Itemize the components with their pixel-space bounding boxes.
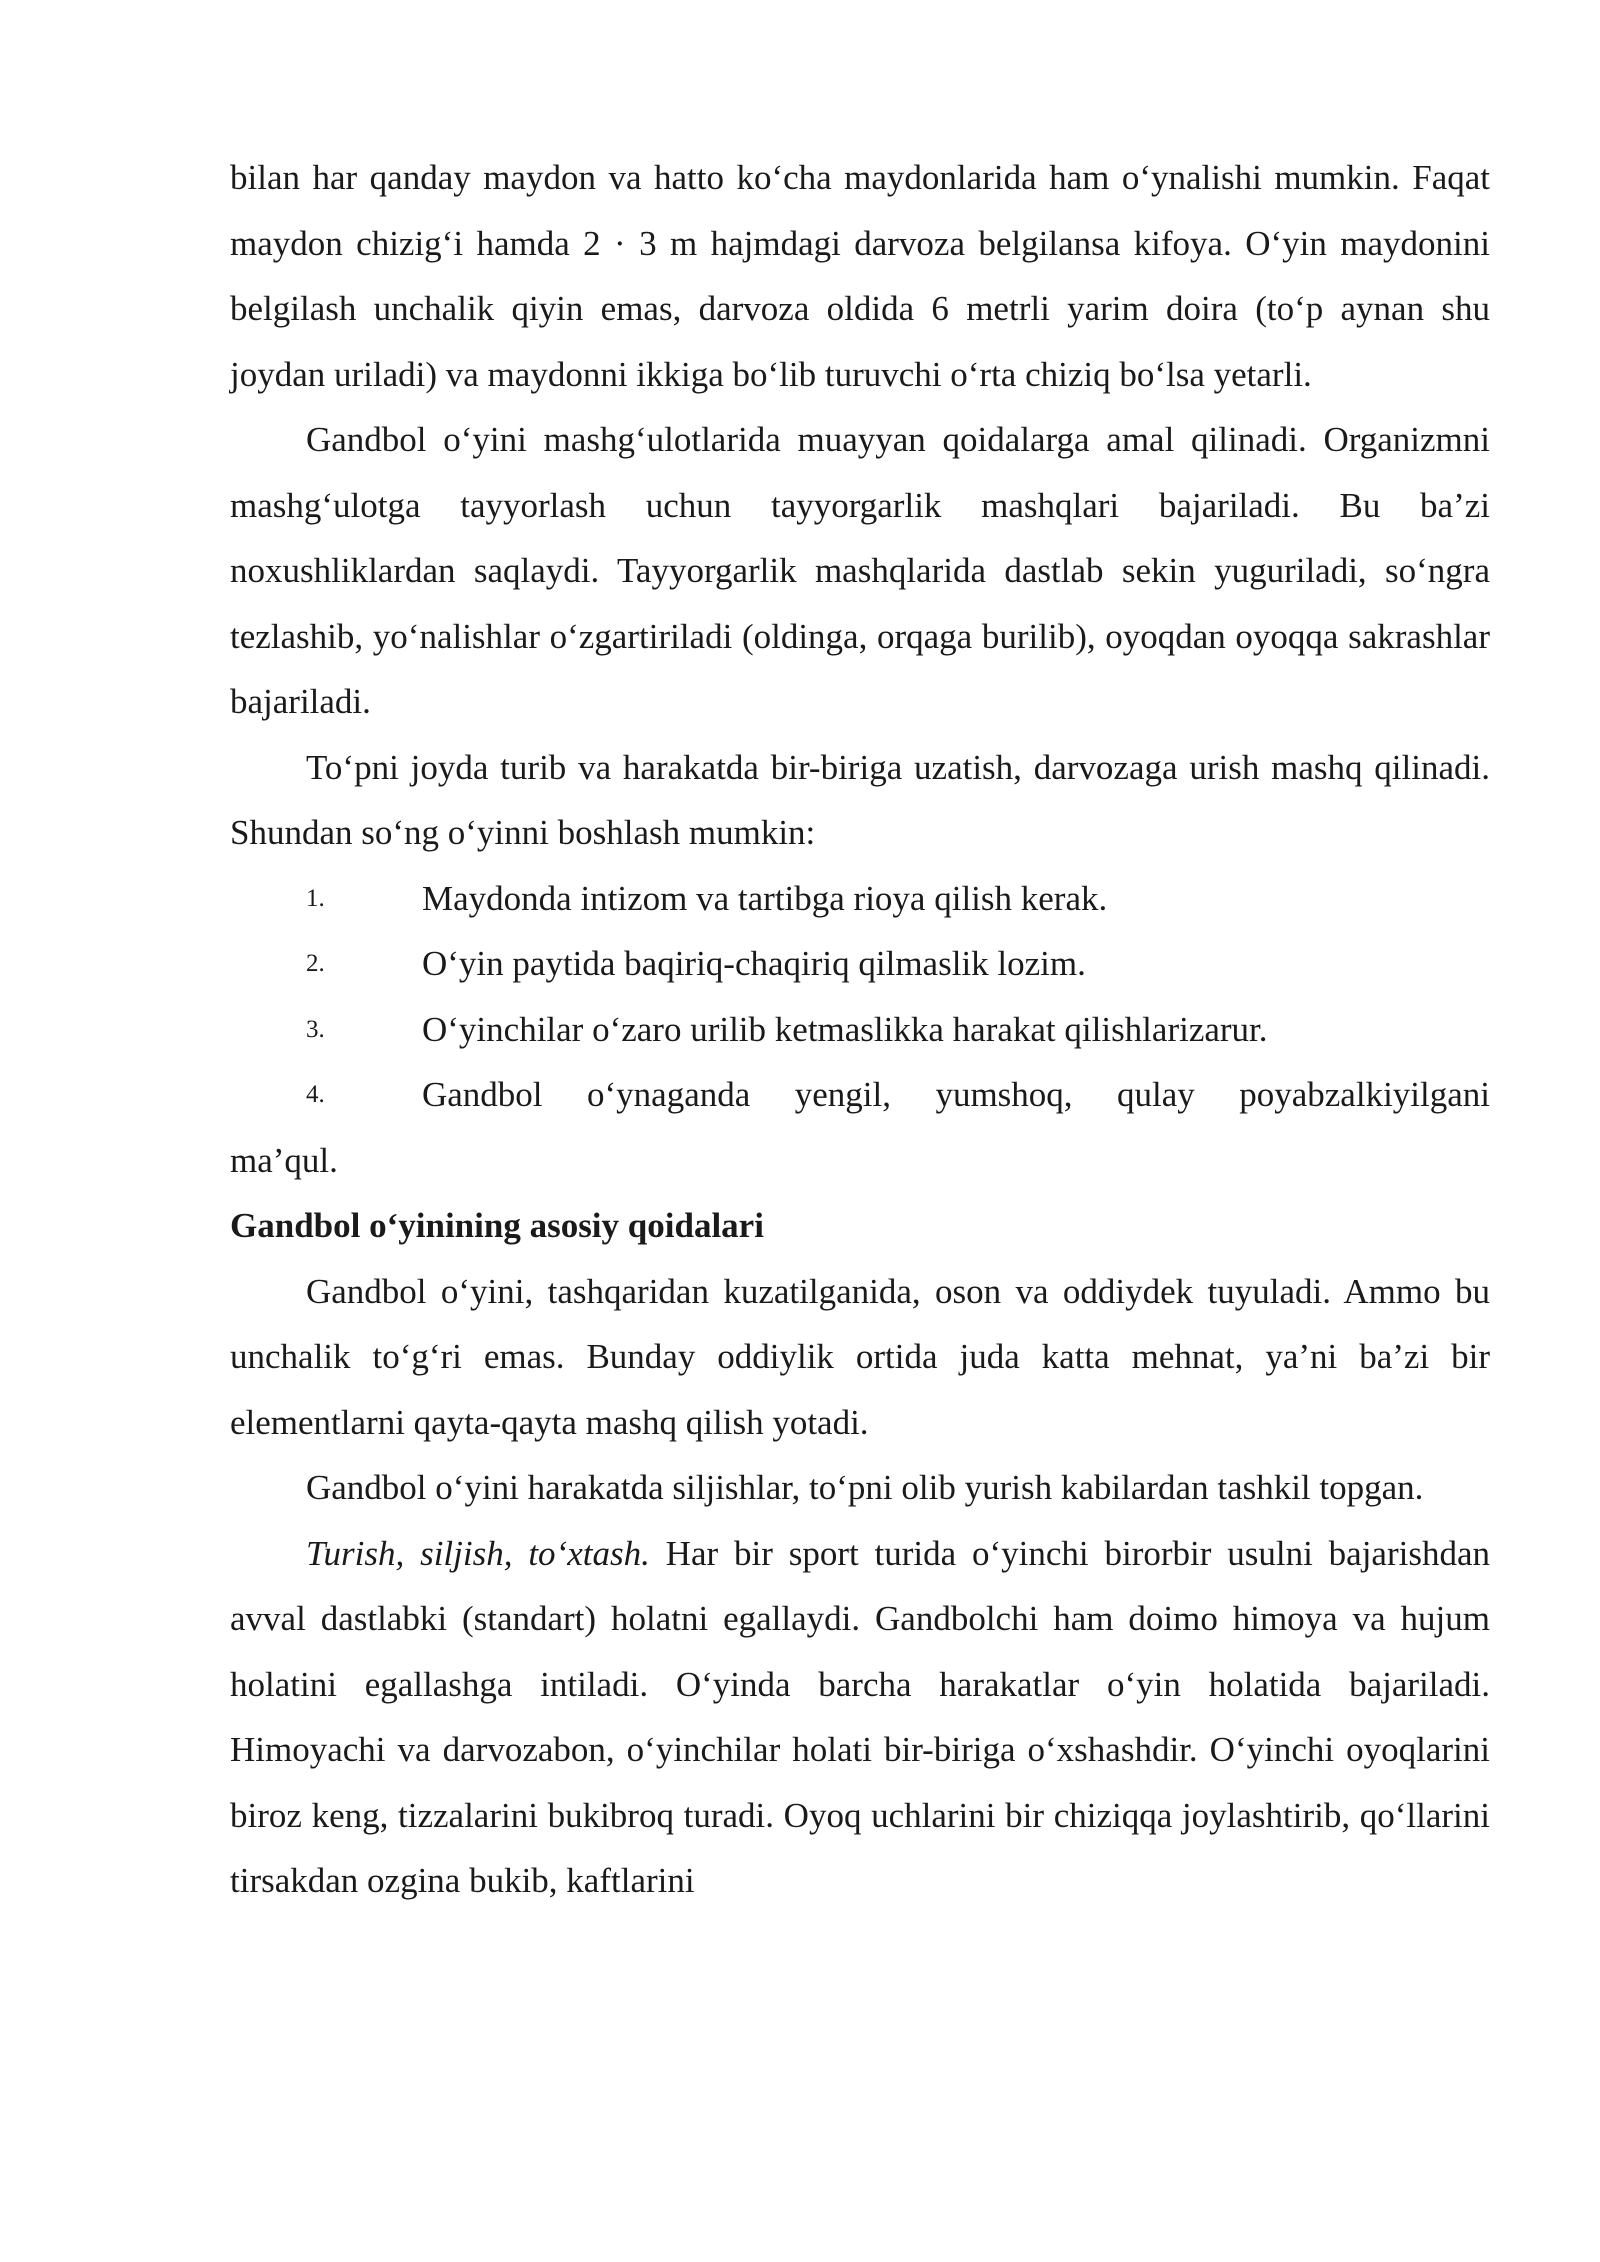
- paragraph-6: [230, 1521, 1490, 1914]
- list-number: 3.: [306, 1015, 325, 1043]
- list-number: 1.: [306, 884, 325, 912]
- paragraph-3: To‘pni joyda turib va harakatda bir-biriga uzatish, darvozaga urish mashq qilinadi. Shundan so‘ng o‘yinni boshlash mumkin:: [230, 747, 1490, 852]
- section-heading: Gandbol o‘yinining asosiy qoidalari: [230, 1206, 764, 1245]
- list-text: O‘yin paytida baqiriq-chaqiriq qilmaslik lozim.: [422, 944, 1086, 983]
- paragraph-6-body: Har bir sport turida o‘yinchi birorbir usulni bajarishdan avval dastlabki (standart) holatni egallaydi. Gandbolchi ham doimo himoya va hujum holatini egallashga intiladi. O‘yinda barcha harakatlar o‘yin holatida bajariladi. Himoyachi va darvozabon, o‘yinchilar holati bir-biriga o‘xshashdir. O‘yinchi oyoqlarini biroz keng, tizzalarini bukibroq turadi. Oyoq uchlarini bir chiziqqa joylashtirib, qo‘llarini tirsakdan ozgina bukib, kaftlarini: [230, 1533, 1490, 1900]
- list-item-4: [230, 1062, 1490, 1128]
- list-text: Maydonda intizom va tartibga rioya qilish kerak.: [422, 878, 1108, 918]
- list-item-1: [230, 866, 1490, 932]
- paragraph-1: bilan har qanday maydon va hatto ko‘cha maydonlarida ham o‘ynalishi mumkin. Faqat maydon chizig‘i hamda 2 · 3 m hajmdagi darvoza belgilansa kifoya. O‘yin maydonini belgilash unchalik qiyin emas, darvoza oldida 6 metrli yarim doira (to‘p aynan shu joydan uriladi) va maydonni ikkiga bo‘lib turuvchi o‘rta chiziq bo‘lsa yetarli.: [230, 158, 1490, 394]
- paragraph-5: Gandbol o‘yini harakatda siljishlar, to‘pni olib yurish kabilardan tashkil topgan.: [306, 1468, 1424, 1507]
- list-item-4-continuation: ma’qul.: [230, 1140, 338, 1180]
- list-text: Gandbol o‘ynaganda yengil, yumshoq, qulay poyabzalkiyilgani: [422, 1075, 1490, 1114]
- document-body: [230, 145, 1490, 1914]
- list-item-2: [230, 931, 1490, 997]
- list-number: 2.: [306, 950, 325, 977]
- paragraph-2: Gandbol o‘yini mashg‘ulotlarida muayyan qoidalarga amal qilinadi. Organizmni mashg‘ulotga tayyorlash uchun tayyorgarlik mashqlari bajariladi. Bu ba’zi noxushliklardan saqlaydi. Tayyorgarlik mashqlarida dastlab sekin yuguriladi, so‘ngra tezlashib, yo‘nalishlar o‘zgartiriladi (oldinga, orqaga burilib), oyoqdan oyoqqa sakrashlar bajariladi.: [230, 420, 1490, 721]
- list-number: 4.: [306, 1081, 325, 1108]
- paragraph-6-lead: Turish, siljish, to‘xtash.: [306, 1533, 650, 1573]
- list-text: O‘yinchilar o‘zaro urilib ketmaslikka harakat qilishlarizarur.: [422, 1009, 1268, 1049]
- paragraph-4: Gandbol o‘yini, tashqaridan kuzatilganida, oson va oddiydek tuyuladi. Ammo bu unchalik to‘g‘ri emas. Bunday oddiylik ortida juda katta mehnat, ya’ni ba’zi bir elementlarni qayta-qayta mashq qilish yotadi.: [230, 1271, 1490, 1442]
- list-item-3: [230, 997, 1490, 1063]
